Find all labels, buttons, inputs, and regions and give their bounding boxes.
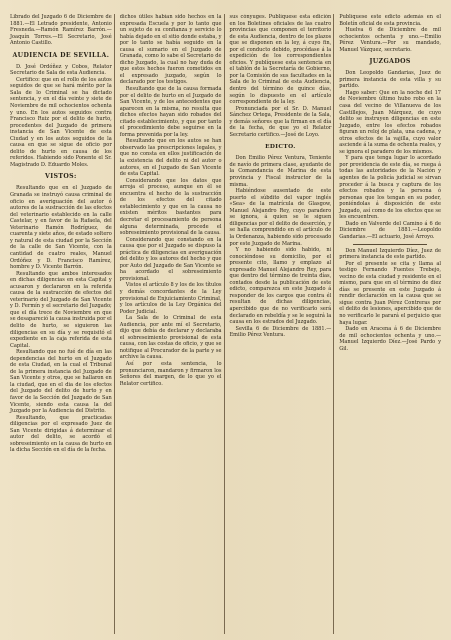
paragraph: Resultando que no fué de día en las dependencias del hurto en el Juzgado de esta Ciudad, en la cual el Tribunal de la primera instancia del Juzgado de San Vicente y otros, que se hallaron en la ciudad, que en el dia de los efectos del Juzgado del delito de hurto y en favor de la Sección del Juzgado de San Vicente, siendo esta causa la del Juzgado por la Audiencia del Distrito. <box>10 349 112 415</box>
paragraph: Dado en Aracena á 6 de Diciembre de mil ochocientos ochenta y uno.—Manuel Izquierdo Díez.—José Pardo y Gil. <box>339 326 441 352</box>
section-heading: JUZGADOS <box>369 58 411 66</box>
paragraph: dichos útiles habían sido hechos en la expresada Escuela y por lo tanto que un sujeto de su confianza y servicio lo había dejado en el sitio donde estaba, y por lo tanto se había seguido en la causa el sumario en el Juzgado de Granada, como lo sabe el Secretario de dicho Juzgado, la cual no hay duda de que estos hechos fueron cometidos en el expresado juzgado, según lo declarado por los testigos. <box>119 14 222 86</box>
paragraph: D. José Ordóñez y Cobos, Relator Secretario de Sala de esta Audiencia. <box>10 63 112 77</box>
column-3 <box>228 14 335 634</box>
paragraph: Dado en Valverde del Camino á 6 de Diciembre de 1881.—Leopoldo Gandarias.—El actuario, José Arroyo. <box>339 220 441 240</box>
paragraph: Don Leopoldo Gandarias, Juez de primera instancia de esta villa y su partido. <box>339 70 441 90</box>
paragraph: Resultando que ambos interesados en dichas diligencias en esta Capital y acusaron y declararon en la referida causa de la sustracción de efectos del veterinario del Juzgado de San Vicente y D. Fermín y el secretario del Juzgado; que el día trece de Noviembre en que se desapareció la causa instruida por el delito de hurto, se siguieron las diligencias en su día y se requisitó el expediente en la caja referida de esta Capital. <box>10 270 112 349</box>
section-heading: EDICTO. <box>265 144 296 151</box>
paragraph: La Sala de lo Criminal de esta Audiencia, por ante mí el Secretario, dijo que debía de declarar y declaraba el sobreseimiento provisional de esta causa, con las costas de oficio, y que se notifique al Procurador de la parte y se archive la causa. <box>119 315 222 361</box>
section-divider <box>353 244 427 245</box>
paragraph: Librado del Juzgado 6 de Diciembre de 1881.—El Letrado presidente, Antonio Fresneda.—Ramón Ramírez Barrón.—Joaquín Torres.—El Secretario, José Antonio Castillo. <box>10 14 112 47</box>
paragraph: Y no habiendo sido habido, ni conociéndose su domicilio, por el presente cito, llamo y emplazo al expresado Manuel Alejandro Rey, para que dentro del término de treinta días, contados desde la publicación de este edicto, comparezca en este Juzgado á responder de los cargos que contra él resultan de dichas diligencias, apercibido que de no verificarlo será declarado en rebeldía y se le seguirá la causa en los estrados del Juzgado. <box>229 247 332 326</box>
column-1 <box>8 14 115 634</box>
paragraph: Vistos el artículo 8 y los de los títulos y demás concordantes de la Ley provisional de Enjuiciamiento Criminal, y los artículos de la Ley Orgánica del Poder Judicial. <box>119 282 222 315</box>
paragraph: Y para que tenga lugar lo acordado por providencia de este día, se ruega á todas las autoridades de la Nación y agentes de la policía judicial se sirvan proceder á la busca y captura de los efectos robados y la persona ó personas que los tengan en su poder, poniéndolas á disposición de este Juzgado, así como de los efectos que se les encuentren. <box>339 155 441 221</box>
section-heading: AUDIENCIA DE SEVILLA. <box>12 51 110 59</box>
paragraph: Hago saber: Que en la noche del 17 de Noviembre último hubo robo en la casa del vecino de Villanueva de los Castillejos, Juan Márquez, de cuyo delito se instruyen diligencias en este Juzgado, entre los efectos robados figuran un reloj de plata, una cadena, y otros efectos de la vajilla, cuyo valor asciende á la suma de ochenta reales, y se ignora el paradero de los mismos. <box>339 89 441 155</box>
paragraph: Publíquese este edicto además en el Boletín oficial de esta provincia. <box>339 14 441 27</box>
column-2 <box>118 14 225 634</box>
paragraph: Considerando que los datos que arroja el proceso, aunque en él se encuentra el hecho de la sustracción de los efectos del citado establecimiento y que en la causa no existen méritos bastantes para decretar el procesamiento de persona alguna determinada, procede el sobreseimiento provisional de la causa. <box>119 177 222 237</box>
paragraph: Pronunciada por el Sr. D. Manuel Sánchez Ortega, Presidente de la Sala, y demás señores que la firman en el día de la fecha, de que yo el Relator Secretario certifico.—José de Loyo. <box>229 105 332 138</box>
paragraph: Resultando que en los autos se han observado las prescripciones legales, y que no consta en ellos justificación de la existencia del delito ni del autor o autores, en el Juzgado de San Vicente de esta Capital. <box>119 138 222 178</box>
paragraph: Así por esta sentencia, lo pronunciaron, mandaron y firmaron los Señores del margen, de lo que yo el Relator certifico. <box>119 360 222 387</box>
paragraph: Considerando que constando en la causa que por el Juzgado se dispuso la práctica de diligencias en averiguación del delito y los autores del hecho y que por Auto del Juzgado de San Vicente se ha acordado el sobreseimiento provisional. <box>119 236 222 282</box>
paragraph: Certifico: que en el rollo de los autos seguidos de que se hará mérito por la Sala de lo Criminal se ha dictado sentencia, y en el día veinte y siete de Noviembre de mil ochocientos ochenta y uno. En los autos seguidos contra Francisco Ruiz por el delito de hurto, procedentes del Juzgado de primera instancia de San Vicente de esta Ciudad y en los autos seguidos de la causa en que se sigue de oficio por delito de hurto en causa de los referidos. Habiendo sido Ponente el Sr. Magistrado D. Eduardo Moles. <box>10 76 112 168</box>
paragraph: Sevilla 6 de Diciembre de 1881.—Emilio Pérez Ventura. <box>229 325 332 339</box>
paragraph: Habiéndose ausentado de este puerto el súbdito del vapor inglés «Sea» de la matrícula de Glasgow, Manuel Alejandro Rey, cuyo paradero se ignora, á quien se le siguen diligencias por el delito de deserción, y se halla comprendido en el artículo de la Ordenanza, habiendo sido procesado por este Juzgado de Marina. <box>229 188 332 247</box>
paragraph: Don Manuel Izquierdo Díez, Juez de primera instancia de este partido. <box>339 247 441 261</box>
section-heading: VISTOS: <box>45 173 77 181</box>
paragraph: Resultando que en el Juzgado de Granada se instruyó causa criminal de oficio en averiguación del autor ó autores de la sustracción de las efectos del veterinario establecido en la calle Castelar, y en favor de la Rafaela, del Veterinario Ramón Rodríguez, de cuarenta y siete años, de estado soltero y natural de esta ciudad por la Sección de la calle de San Vicente, con la cantidad de cuatro reales, Manuel Ordóñez y D. Francisco Ramírez, hombre y D. Vicente Barrón. <box>10 185 112 271</box>
paragraph: Resultando que de la causa formada por el delito de hurto en el Juzgado de San Vicente, y de los antecedentes que aparecen en la misma, no resulta que dichos efectos hayan sido robados del citado establecimiento, y que por tanto el procedimiento debe seguirse en la forma prevenida por la ley. <box>119 86 222 138</box>
paragraph: Resultando, que practicadas diligencias por el expresado Juez de San Vicente dirigidas á determinar el autor del delito, se acordó el sobreseimiento en la causa de hurto en la dicha Sección en el día de la fecha. <box>10 414 112 454</box>
paragraph: Don Emilio Pérez Ventura, Teniente de navío de primera clase, ayudante de la Comandancia de Marina de esta provincia y Fiscal instructor de la misma. <box>229 155 332 188</box>
paragraph: Huelva 6 de Diciembre de mil ochocientos ochenta y uno.—Emilio Pérez Ventura.—Por su mandado, Manuel Vázquez, secretario. <box>339 27 441 53</box>
column-4 <box>337 14 443 634</box>
paragraph: sus cónyuges. Publíquese esta edición en los Boletines oficiales de las cuatro provincias que componen el territorio de esta Audiencia, dentro de los plazos que se disponen en la ley, á cuyo fin, por el conducto debido, procédase á la expedición de los correspondientes oficios. Y publíquese esta sentencia en el tablón de la Secretaría de Gobierno, por la Comisión de sus facultades en la Sala de lo Criminal de esta Audiencia, dentro del término de quince días, según lo dispuesto en el artículo correspondiente de la ley. <box>229 14 332 106</box>
paragraph: Por el presente se cita y llama al testigo Fernando Fuentes Trebejo, vecino de esta ciudad y residente en el mismo, para que en el término de diez días se presente en este Juzgado á rendir declaración en la causa que se sigue contra Juan Pérez Contreras por el delito de lesiones, apercibido que de no verificarlo le parará el perjuicio que haya lugar. <box>339 260 441 326</box>
